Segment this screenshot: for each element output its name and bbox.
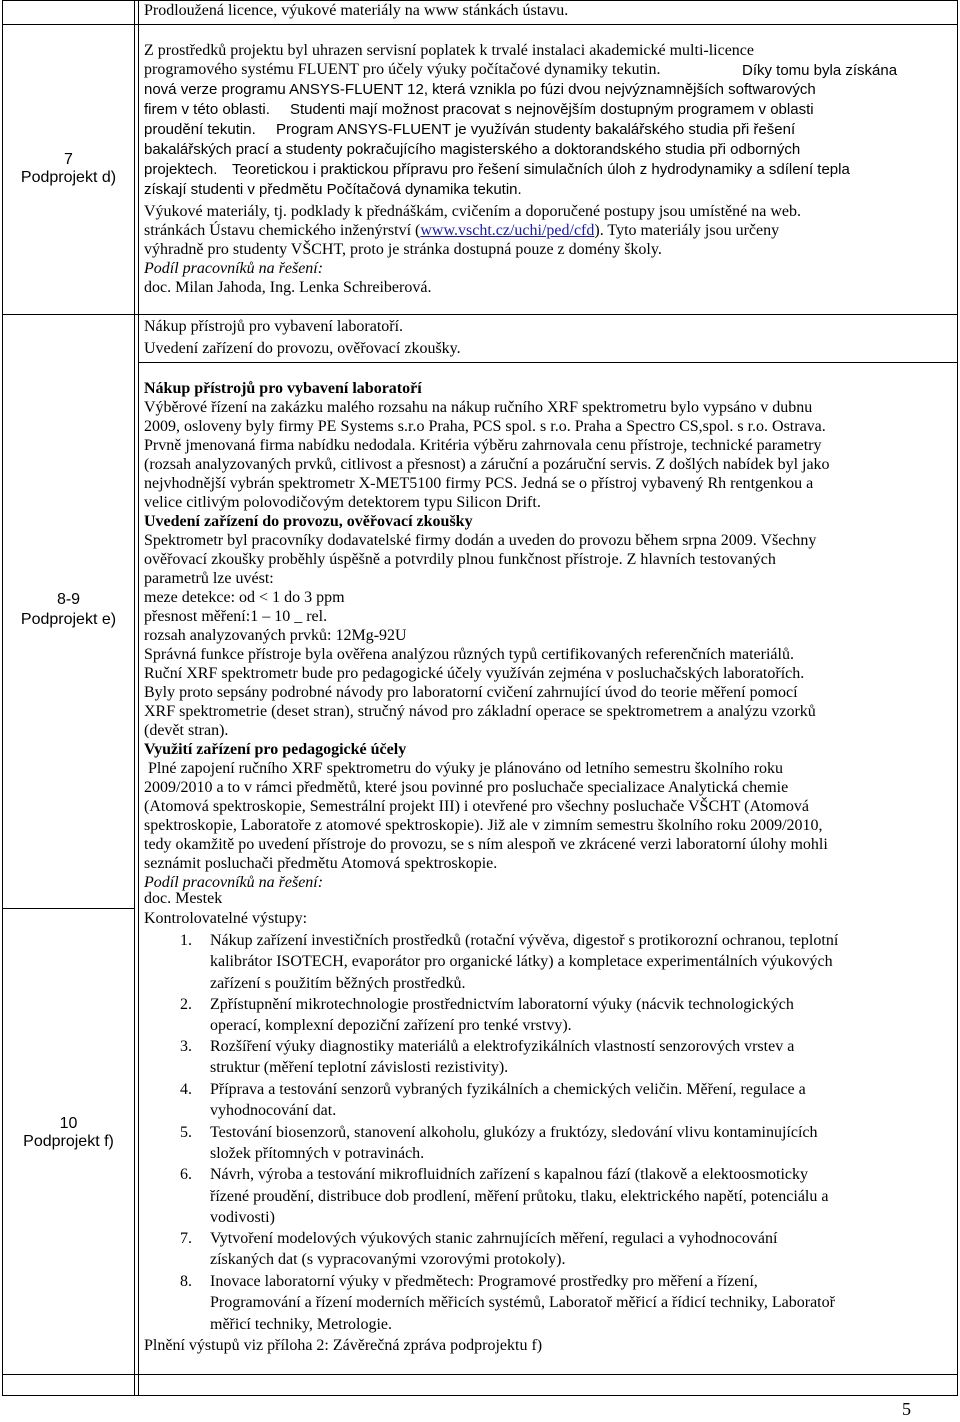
text-line: bakalářských prací a studenty pokračujícího magisterského a doktorandského studia při odborných (144, 141, 801, 158)
column-divider-inner (138, 0, 139, 1396)
text-line: Program ANSYS-FLUENT je využíván studenty bakalářského studia při řešení (276, 121, 796, 138)
list-item-line: složek přítomných v potravinách. (210, 1145, 425, 1162)
podil-label: Podíl pracovníků na řešení: (144, 874, 324, 891)
subproject-f-label: Podprojekt f) (23, 1133, 114, 1150)
subproject-d-label: Podprojekt d) (20, 169, 117, 186)
text-line: Díky tomu byla získána (742, 62, 898, 79)
text-line (144, 222, 779, 241)
row-divider (2, 1374, 958, 1375)
list-number: 2. (180, 996, 192, 1013)
text-line: seznámit posluchači předmětu Atomová spektroskopie. (144, 855, 498, 872)
list-item-line: vodivosti) (210, 1209, 275, 1226)
list-item-line: řízené proudění, distribuce dob prodlení, měření průtoku, tlaku, elektrického napětí, potenciálu a (210, 1188, 829, 1205)
list-number: 1. (180, 932, 192, 949)
subproject-e-number: 8-9 (56, 591, 81, 608)
podil-label: Podíl pracovníků na řešení: (144, 260, 324, 277)
text-line: meze detekce: od < 1 do 3 ppm (144, 589, 345, 606)
list-item-line: získaných dat (s vypracovanými vzorovými protokoly). (210, 1251, 566, 1268)
list-item-line: kalibrátor ISOTECH, evaporátor pro organické látky) a kompletace experimentálních výukových (210, 953, 833, 970)
text-line: XRF spektrometrie (deset stran), stručný návod pro základní operace se spektrometrem a analýzu vzorků (144, 703, 816, 720)
list-item-line: vyhodnocování dat. (210, 1102, 337, 1119)
subproject-e-label: Podprojekt e) (20, 611, 117, 628)
list-item-line: Nákup zařízení investičních prostředků (rotační vývěva, digestoř s protikorozní ochranou, teplotní (210, 932, 839, 949)
text-line: ověřovací zkoušky proběhly úspěšně a potvrdily plnou funkčnost přístroje. Z hlavních testovaných (144, 551, 776, 568)
row-divider (2, 24, 958, 25)
outputs-footer: Plnění výstupů viz příloha 2: Závěrečná zpráva podprojektu f) (144, 1337, 543, 1354)
text-line: rozsah analyzovaných prvků: 12Mg-92U (144, 627, 407, 644)
list-item-line: Návrh, výroba a testování mikrofluidních zařízení s kapalnou fází (tlakově a elektoosmoticky (210, 1166, 809, 1183)
text-line: Z prostředků projektu byl uhrazen servisní poplatek k trvalé instalaci akademické multi-licence (144, 42, 755, 59)
text-line: projektech. (144, 161, 218, 178)
list-number: 4. (180, 1081, 192, 1098)
text-line: Ruční XRF spektrometr bude pro pedagogické účely využíván zejména v posluchačských laboratořích. (144, 665, 805, 682)
list-item-line: operací, komplexní depoziční zařízení pro tenké vrstvy). (210, 1017, 572, 1034)
text-line: Správná funkce přístroje byla ověřena analýzou různých typů certifikovaných referenčních materiálů. (144, 646, 794, 663)
text-line: nová verze programu ANSYS-FLUENT 12, která vznikla po fúzi dvou nejvýznamnějších softwarových (144, 81, 816, 98)
podil-names: doc. Milan Jahoda, Ing. Lenka Schreiberová. (144, 279, 432, 296)
list-item-line: Příprava a testování senzorů vybraných fyzikálních a chemických veličin. Měření, regulace a (210, 1081, 806, 1098)
text-line: nejvhodnější vybrán spektrometr X-MET5100 firmy PCS. Jedná se o přístroj vybavený Rh rentgenkou a (144, 475, 814, 492)
list-item-line: struktur (měření teplotní závislosti rezistivity). (210, 1059, 509, 1076)
list-item-line: Rozšíření výuky diagnostiky materiálů a elektrofyzikálních vlastností senzorových vrstev a (210, 1038, 795, 1055)
text-line: získají studenti v předmětu Počítačová dynamika tekutin. (144, 181, 522, 198)
text-line: (devět stran). (144, 722, 229, 739)
text-fragment: stránkách Ústavu chemického inženýrství ( (144, 222, 421, 239)
text-line: (rozsah analyzovaných prvků, citlivost a přesnost) a záruční a pozáruční servis. Z došlých nabídek byl jako (144, 456, 830, 473)
heading-vyuziti: Využití zařízení pro pedagogické účely (144, 741, 407, 758)
list-item-line: Vytvoření modelových výukových stanic zahrnujících měření, regulaci a vyhodnocování (210, 1230, 778, 1247)
text-line: 2009, osloveny byly firmy PE Systems s.r.o Praha, PCS spol. s r.o. Praha a Spectro CS,spol. s r.o. Ostrava. (144, 418, 826, 435)
text-line: proudění tekutin. (144, 121, 256, 138)
outputs-heading: Kontrolovatelné výstupy: (144, 910, 308, 927)
web-link-vscht[interactable]: www.vscht.cz/uchi/ped/cfd (420, 222, 595, 239)
subproject-d-number: 7 (64, 151, 73, 168)
nakup-box-line: Nákup přístrojů pro vybavení laboratoří. (144, 318, 404, 335)
row-divider (2, 314, 958, 315)
text-line: Studenti mají možnost pracovat s nejnovějším dostupným programem v oblasti (290, 101, 814, 118)
page-number: 5 (902, 1399, 911, 1419)
list-number: 8. (180, 1273, 192, 1290)
column-divider (134, 0, 135, 1396)
text-line: parametrů lze uvést: (144, 570, 274, 587)
list-item-line: Programování a řízení moderních měřicích systémů, Laboratoř měřicí a řídicí techniky, Laboratoř (210, 1294, 835, 1311)
podil-names: doc. Mestek (144, 890, 223, 907)
list-item-line: zařízení s použitím běžných prostředků. (210, 975, 466, 992)
text-line: výhradně pro studenty VŠCHT, proto je stránka dostupná pouze z domény školy. (144, 241, 662, 258)
text-line: Plné zapojení ručního XRF spektrometru do výuky je plánováno od letního semestru školního roku (144, 760, 784, 777)
text-line: Prvně jmenovaná firma nabídku nedodala. Kritéria výběru zahrnovala cenu přístroje, technické parametry (144, 437, 822, 454)
list-number: 5. (180, 1124, 192, 1141)
subproject-f-number: 10 (59, 1115, 78, 1132)
list-item-line: Zpřístupnění mikrotechnologie prostřednictvím laboratorní výuky (nácvik technologických (210, 996, 794, 1013)
list-item-line: Inovace laboratorní výuky v předmětech: Programové prostředky pro měření a řízení, (210, 1273, 758, 1290)
list-number: 6. (180, 1166, 192, 1183)
text-line: přesnost měření:1 – 10 _ rel. (144, 608, 328, 625)
text-line: 2009/2010 a to v rámci předmětů, které jsou povinné pro posluchače specializace Analytická chemie (144, 779, 789, 796)
heading-nakup: Nákup přístrojů pro vybavení laboratoří (144, 380, 422, 397)
list-item-line: Testování biosenzorů, stanovení alkoholu, glukózy a fruktózy, sledování vlivu kontaminujících (210, 1124, 818, 1141)
nakup-box-line: Uvedení zařízení do provozu, ověřovací zkoušky. (144, 340, 461, 357)
text-line: Spektrometr byl pracovníky dodavatelské firmy dodán a uveden do provozu během srpna 2009. Všechny (144, 532, 817, 549)
text-fragment: ). Tyto materiály jsou určeny (594, 222, 780, 239)
list-number: 7. (180, 1230, 192, 1247)
text-line: Byly proto sepsány podrobné návody pro laboratorní cvičení zahrnující úvod do teorie měření pomocí (144, 684, 798, 701)
text-line: programového systému FLUENT pro účely výuky počítačové dynamiky tekutin. (144, 61, 661, 78)
text-line: Výukové materiály, tj. podklady k přednáškám, cvičením a doporučené postupy jsou umístěné na web. (144, 203, 802, 220)
row-divider (138, 362, 958, 363)
text-line: (Atomová spektroskopie, Semestrální projekt III) i otevřené pro všechny posluchače VŠCHT (Atomová (144, 798, 810, 815)
heading-uvedeni: Uvedení zařízení do provozu, ověřovací zkoušky (144, 513, 473, 530)
text-line: velice citlivým polovodičovým detektorem typu Silicon Drift. (144, 494, 541, 511)
text-line: Teoretickou i praktickou přípravu pro řešení simulačních úloh z hydrodynamiky a sdílení tepla (232, 161, 850, 178)
row-divider (2, 908, 135, 909)
text-line: firem v této oblasti. (144, 101, 270, 118)
row-prodlouzena-text: Prodloužená licence, výukové materiály na www stánkách ústavu. (144, 2, 569, 19)
text-line: spektroskopie, Laboratoře z atomové spektroskopie). Již ale v zimním semestru školního roku 2009/2010, (144, 817, 823, 834)
text-line: tedy okamžitě po uvedení přístroje do provozu, se s ním alespoň ve zkrácené verzi laboratorní úlohy mohli (144, 836, 828, 853)
text-line: Výběrové řízení na zakázku malého rozsahu na nákup ručního XRF spektrometru bylo vypsáno v dubnu (144, 399, 813, 416)
list-number: 3. (180, 1038, 192, 1055)
list-item-line: měřicí techniky, Metrologie. (210, 1316, 393, 1333)
